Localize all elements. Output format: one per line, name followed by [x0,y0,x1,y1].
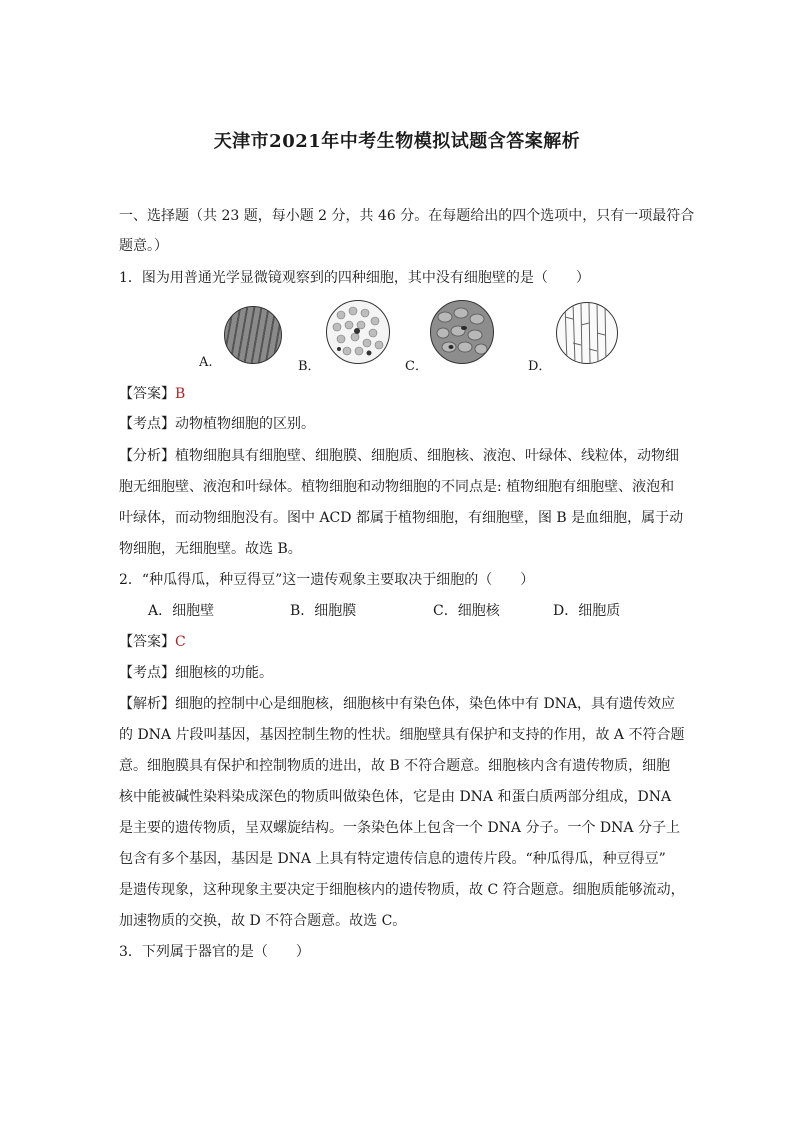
cell-label-d: D． [528,359,552,374]
q2-analysis-line-7: 是遗传现象，这种现象主要决定于细胞核内的遗传物质，故 C 符合题意。细胞质能够流动， [119,882,685,898]
q2-question: 2．“种瓜得瓜，种豆得豆”这一遗传观象主要取决于细胞的（ ） [119,572,535,588]
q2-option-c: C．细胞核 [433,603,500,619]
cell-label-c: C． [405,359,428,374]
page-title: 天津市2021年中考生物模拟试题含答案解析 [213,131,581,152]
q1-analysis-line-2: 胞无细胞壁、液泡和叶绿体。植物细胞和动物细胞的不同点是: 植物细胞有细胞壁、液泡和 [119,479,675,495]
q2-analysis-line-3: 意。细胞膜具有保护和控制物质的进出，故 B 不符合题意。细胞核内含有遗传物质，细胞 [119,758,671,774]
q1-analysis-line-1: 【分析】植物细胞具有细胞壁、细胞膜、细胞质、细胞核、液泡、叶绿体、线粒体，动物细 [119,448,679,464]
q1-kaodian: 【考点】动物植物细胞的区别。 [119,416,315,432]
cell-label-b: B． [298,359,321,374]
q2-analysis-line-4: 核中能被碱性染料染成深色的物质叫做染色体，它是由 DNA 和蛋白质两部分组成，DNA [119,789,672,805]
cell-label-a: A. [199,355,213,370]
q2-analysis-line-1: 【解析】细胞的控制中心是细胞核，细胞核中有染色体，染色体中有 DNA，具有遗传效应 [119,696,676,712]
q2-option-b: B．细胞膜 [290,603,357,619]
cell-image-a [224,306,282,364]
answer-value: C [175,634,186,650]
q2-option-a: A．细胞壁 [148,603,215,619]
q2-option-d: D．细胞质 [553,603,621,619]
q1-question: 1．图为用普通光学显微镜观察到的四种细胞，其中没有细胞壁的是（ ） [119,270,590,286]
q2-analysis-line-5: 是主要的遗传物质，呈双螺旋结构。一条染色体上包含一个 DNA 分子。一个 DNA 分子上 [119,820,680,836]
answer-value: B [175,386,186,402]
q2-analysis-line-8: 加速物质的交换，故 D 不符合题意。故选 C。 [119,913,407,929]
cell-image-b [326,300,390,364]
section-header-line-1: 一、选择题（共 23 题，每小题 2 分，共 46 分。在每题给出的四个选项中，只有一项最符合 [119,208,695,224]
answer-label: 【答案】 [119,386,175,402]
q3-question: 3．下列属于器官的是（ ） [119,944,310,960]
q2-analysis-line-6: 包含有多个基因，基因是 DNA 上具有特定遗传信息的遗传片段。“种瓜得瓜，种豆得豆” [119,851,666,867]
q1-answer [119,384,185,404]
answer-label: 【答案】 [119,634,175,650]
cell-image-d [556,302,618,364]
q1-analysis-line-3: 叶绿体，而动物细胞没有。图中 ACD 都属于植物细胞，有细胞壁，图 B 是血细胞，属于动 [119,510,684,526]
cell-image-c [430,300,494,364]
q2-answer [119,632,186,652]
q1-analysis-line-4: 物细胞，无细胞壁。故选 B。 [119,541,302,557]
q2-analysis-line-2: 的 DNA 片段叫基因，基因控制生物的性状。细胞壁具有保护和支持的作用，故 A 不符合题 [119,727,685,743]
section-header-line-2: 题意。） [119,238,168,254]
q2-kaodian: 【考点】细胞核的功能。 [119,665,273,681]
